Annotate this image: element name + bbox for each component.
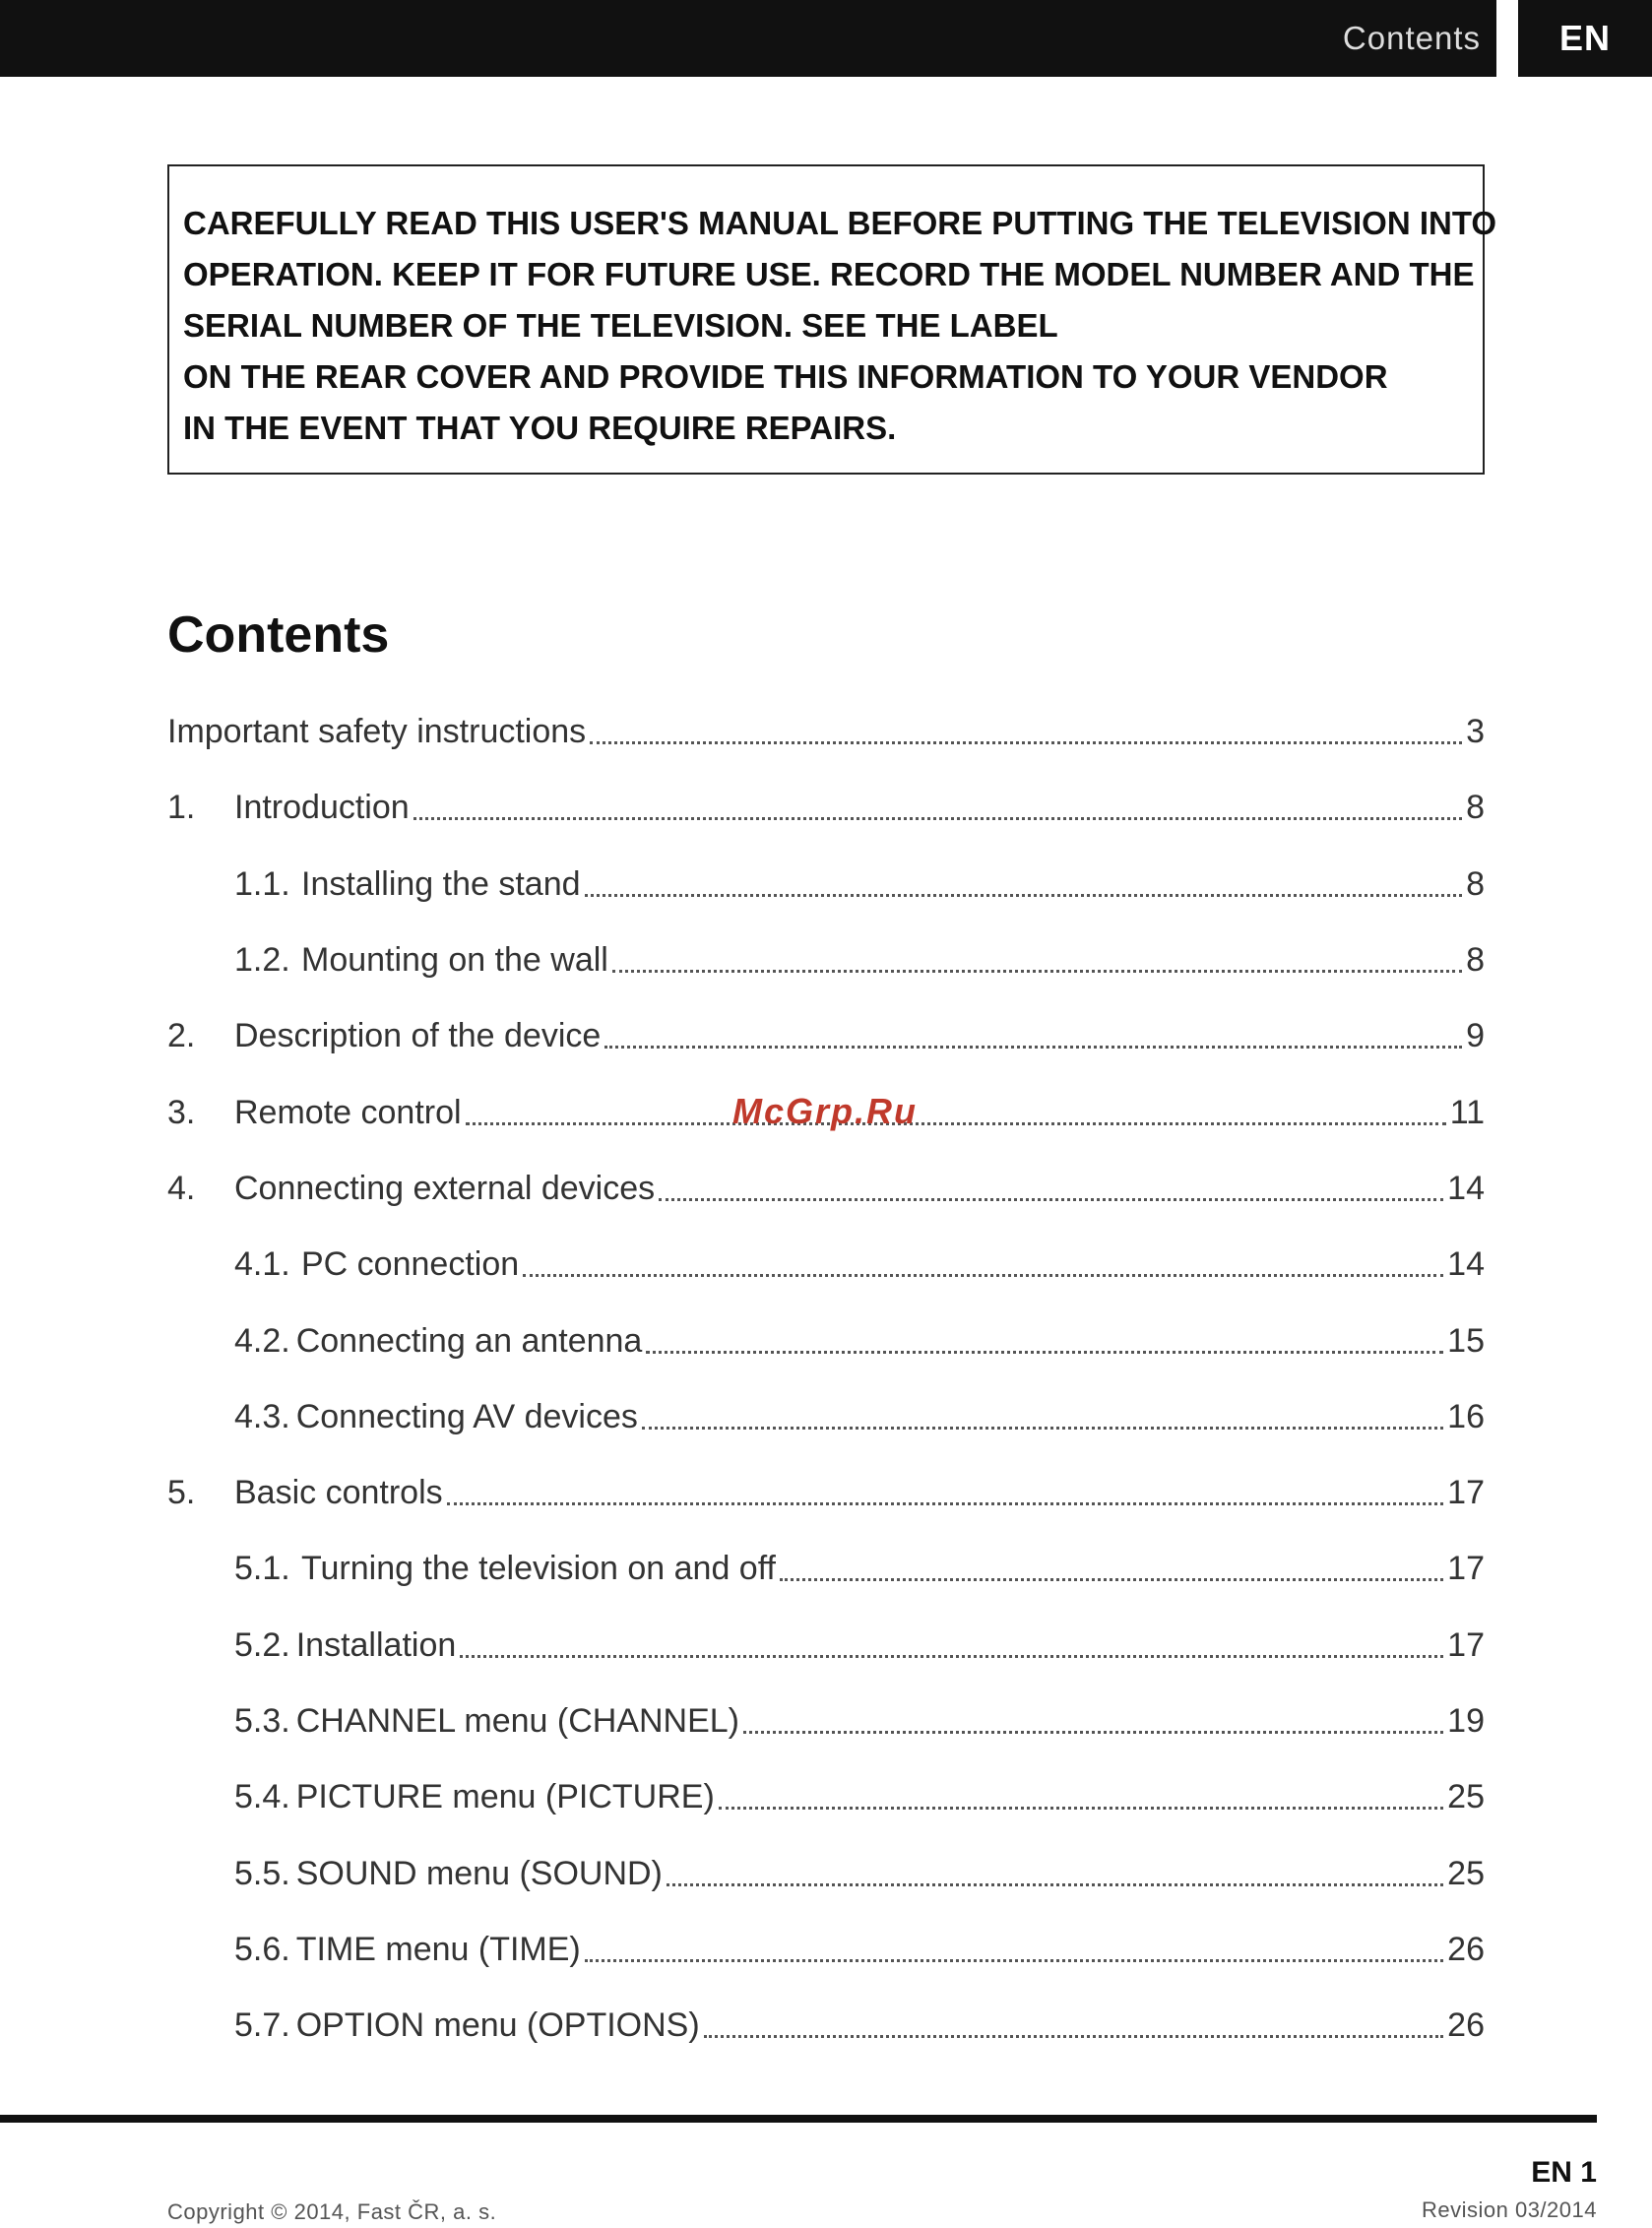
toc-leader-dots	[447, 1502, 1444, 1505]
toc-entry-title: Installing the stand	[301, 864, 581, 903]
toc-entry-title: TIME menu (TIME)	[295, 1930, 581, 1968]
toc-entry-page: 25	[1447, 1778, 1485, 1816]
toc-leader-dots	[642, 1427, 1443, 1430]
toc-entry-title: Installation	[295, 1625, 457, 1664]
toc-entry[interactable]	[167, 998, 1485, 1074]
revision-text: Revision 03/2014	[1421, 2197, 1597, 2222]
toc-leader-dots	[590, 741, 1462, 744]
toc-entry-number: 5.3.	[234, 1702, 290, 1740]
toc-entry[interactable]	[167, 1912, 1485, 1988]
toc-leader-dots	[460, 1655, 1443, 1658]
toc-entry[interactable]	[167, 1379, 1485, 1455]
toc-entry-page: 17	[1447, 1474, 1485, 1512]
toc-entry-number: 3.	[167, 1093, 196, 1131]
footer-rule	[0, 2115, 1597, 2123]
toc-entry-page: 26	[1447, 2006, 1485, 2045]
toc-entry-page: 8	[1466, 789, 1485, 827]
toc-entry-title: Connecting an antenna	[295, 1321, 643, 1360]
warning-line: CAREFULLY READ THIS USER'S MANUAL BEFORE PUTTING THE TELEVISION INTO	[183, 205, 1497, 241]
toc-entry-page: 8	[1466, 864, 1485, 903]
warning-line: IN THE EVENT THAT YOU REQUIRE REPAIRS.	[183, 410, 897, 446]
toc-entry-title: Important safety instructions	[167, 713, 587, 751]
toc-entry-title: Connecting AV devices	[295, 1397, 638, 1435]
toc-entry[interactable]	[167, 1608, 1485, 1684]
toc-entry-page: 17	[1447, 1625, 1485, 1664]
toc-entry-number: 4.3.	[234, 1397, 290, 1435]
watermark: McGrp.Ru	[732, 1091, 919, 1131]
toc-entry-page: 14	[1447, 1169, 1485, 1207]
toc-entry[interactable]	[167, 1835, 1485, 1911]
toc-entry-page: 9	[1466, 1017, 1485, 1055]
toc-leader-dots	[667, 1883, 1443, 1886]
toc-entry[interactable]	[167, 770, 1485, 846]
toc-entry-title: Connecting external devices	[234, 1169, 656, 1207]
toc-leader-dots	[413, 817, 1462, 820]
toc-entry-number: 5.1.	[234, 1550, 290, 1588]
toc-entry-title: CHANNEL menu (CHANNEL)	[295, 1702, 740, 1740]
toc-leader-dots	[780, 1578, 1443, 1581]
toc-entry-page: 26	[1447, 1930, 1485, 1968]
toc-leader-dots	[585, 1959, 1443, 1962]
toc-entry-number: 4.2.	[234, 1321, 290, 1360]
toc-entry-number: 5.	[167, 1474, 196, 1512]
toc-entry-page: 3	[1466, 713, 1485, 751]
warning-line: OPERATION. KEEP IT FOR FUTURE USE. RECORD THE MODEL NUMBER AND THE	[183, 256, 1475, 292]
toc-entry-number: 1.2.	[234, 941, 290, 980]
toc-entry-number: 5.6.	[234, 1930, 290, 1968]
toc-entry-title: Remote control	[234, 1093, 462, 1131]
toc-entry[interactable]	[167, 923, 1485, 998]
toc-entry-page: 25	[1447, 1854, 1485, 1892]
toc-leader-dots	[585, 894, 1463, 897]
toc-entry-page: 19	[1447, 1702, 1485, 1740]
toc-entry-title: Turning the television on and off	[301, 1550, 776, 1588]
toc-entry-page: 11	[1449, 1093, 1485, 1131]
toc-entry-page: 15	[1447, 1321, 1485, 1360]
toc-entry[interactable]	[167, 1227, 1485, 1303]
toc-entry[interactable]	[167, 1684, 1485, 1759]
table-of-contents	[167, 694, 1485, 2064]
toc-entry-title: Mounting on the wall	[301, 941, 608, 980]
toc-entry-number: 5.4.	[234, 1778, 290, 1816]
toc-entry-page: 8	[1466, 941, 1485, 980]
toc-leader-dots	[704, 2035, 1444, 2038]
language-tab[interactable]: EN	[1518, 0, 1652, 77]
toc-leader-dots	[612, 970, 1462, 973]
toc-entry-number: 4.1.	[234, 1245, 290, 1284]
toc-entry[interactable]	[167, 1303, 1485, 1378]
section-title: Contents	[1342, 20, 1481, 56]
toc-entry[interactable]	[167, 847, 1485, 923]
copyright-text: Copyright © 2014, Fast ČR, a. s.	[167, 2199, 497, 2224]
toc-entry-number: 5.7.	[234, 2006, 290, 2045]
toc-entry-number: 1.	[167, 789, 196, 827]
toc-entry-number: 1.1.	[234, 864, 290, 903]
warning-line: ON THE REAR COVER AND PROVIDE THIS INFORMATION TO YOUR VENDOR	[183, 358, 1388, 395]
toc-entry-number: 4.	[167, 1169, 196, 1207]
toc-leader-dots	[523, 1274, 1443, 1277]
warning-box	[167, 164, 1497, 475]
toc-entry-title: SOUND menu (SOUND)	[295, 1854, 663, 1892]
toc-entry[interactable]	[167, 1759, 1485, 1835]
header-bar	[0, 0, 1496, 77]
toc-entry-title: Basic controls	[234, 1474, 443, 1512]
toc-entry[interactable]	[167, 1531, 1485, 1607]
toc-leader-dots	[659, 1198, 1443, 1201]
toc-leader-dots	[646, 1351, 1443, 1354]
toc-entry-page: 14	[1447, 1245, 1485, 1284]
toc-entry-number: 5.5.	[234, 1854, 290, 1892]
toc-entry-number: 5.2.	[234, 1625, 290, 1664]
toc-entry-page: 17	[1447, 1550, 1485, 1588]
toc-entry-number: 2.	[167, 1017, 196, 1055]
toc-entry[interactable]	[167, 694, 1485, 770]
toc-leader-dots	[466, 1122, 1446, 1125]
toc-leader-dots	[604, 1046, 1462, 1049]
contents-heading: Contents	[167, 606, 390, 664]
toc-entry[interactable]	[167, 1151, 1485, 1227]
toc-entry-page: 16	[1447, 1397, 1485, 1435]
toc-entry-title: PC connection	[301, 1245, 520, 1284]
page-number: EN 1	[1531, 2156, 1597, 2189]
toc-leader-dots	[743, 1731, 1443, 1734]
toc-entry-title: PICTURE menu (PICTURE)	[295, 1778, 715, 1816]
toc-entry[interactable]	[167, 1988, 1485, 2064]
toc-entry-title: OPTION menu (OPTIONS)	[295, 2006, 700, 2045]
warning-line: SERIAL NUMBER OF THE TELEVISION. SEE THE LABEL	[183, 307, 1058, 344]
toc-entry-title: Description of the device	[234, 1017, 602, 1055]
toc-entry-title: Introduction	[234, 789, 410, 827]
toc-entry[interactable]	[167, 1455, 1485, 1531]
toc-leader-dots	[719, 1807, 1443, 1810]
